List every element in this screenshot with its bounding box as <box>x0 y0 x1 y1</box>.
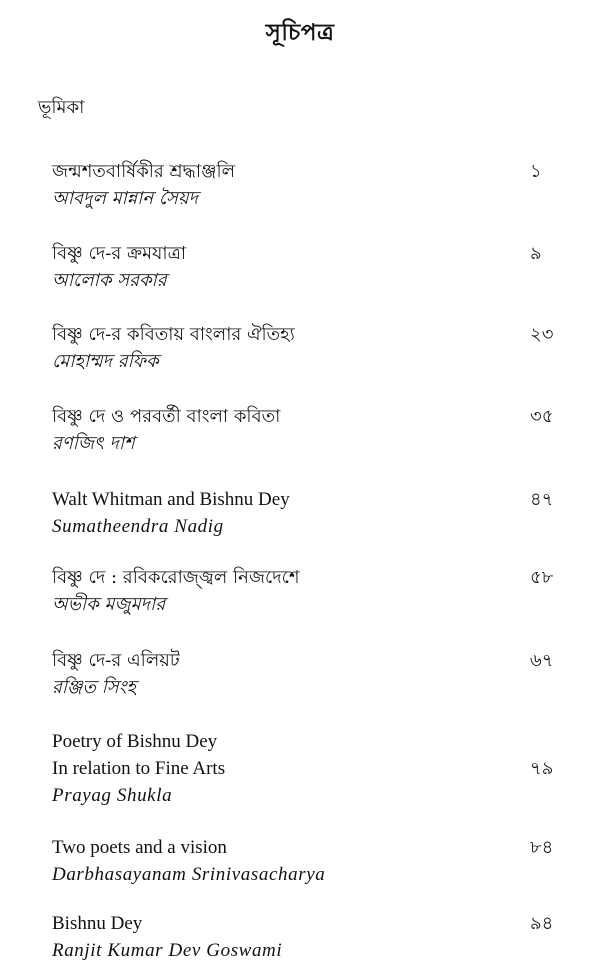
entry-author: আবদুল মান্নান সৈয়দ <box>52 188 199 209</box>
entry-title: বিষ্ণু দে-র এলিয়ট <box>52 650 180 671</box>
entry-title-line-2: In relation to Fine Arts <box>52 758 226 779</box>
entry-title: জন্মশতবার্ষিকীর শ্রদ্ধাঞ্জলি <box>52 161 236 182</box>
entry-page-number: ৫৮ <box>530 567 554 588</box>
entry-author: আলোক সরকার <box>52 270 167 291</box>
entry-title-line-1: Poetry of Bishnu Dey <box>52 731 218 752</box>
entry-title: বিষ্ণু দে-র কবিতায় বাংলার ঐতিহ্য <box>52 324 295 345</box>
entry-author: মোহাম্মদ রফিক <box>52 351 159 372</box>
toc-entry <box>52 834 560 888</box>
entry-author: Prayag Shukla <box>52 785 173 806</box>
entry-author: Ranjit Kumar Dev Goswami <box>52 940 283 961</box>
toc-entry <box>52 403 560 457</box>
entry-title: Two poets and a vision <box>52 837 227 858</box>
entry-page-number: ৮৪ <box>530 837 554 858</box>
entry-title: বিষ্ণু দে-র ক্রমযাত্রা <box>52 243 187 264</box>
toc-entry <box>52 564 560 618</box>
entry-page-number: ৪৭ <box>530 489 554 510</box>
entry-author: Darbhasayanam Srinivasacharya <box>52 864 326 885</box>
toc-entry <box>52 647 560 701</box>
entry-author: রঞ্জিত সিংহ <box>52 677 136 698</box>
entry-page-number: ৭৯ <box>530 758 554 779</box>
toc-entry <box>52 486 560 540</box>
toc-entry <box>52 158 560 212</box>
entry-page-number: ৯৪ <box>530 913 554 934</box>
intro-entry: ভূমিকা <box>38 97 85 118</box>
toc-entry <box>52 240 560 294</box>
entry-page-number: ৬৭ <box>530 650 554 671</box>
entry-title: বিষ্ণু দে ও পরবর্তী বাংলা কবিতা <box>52 406 281 427</box>
entry-page-number: ৩৫ <box>530 406 554 427</box>
entry-title: Bishnu Dey <box>52 913 143 934</box>
entry-title: বিষ্ণু দে : রবিকরোজ্জ্বল নিজদেশে <box>52 567 300 588</box>
toc-entry <box>52 728 560 809</box>
entry-page-number: ৯ <box>530 243 542 264</box>
entry-page-number: ২৩ <box>530 324 554 345</box>
entry-author: অভীক মজুমদার <box>52 594 166 615</box>
entry-author: রণজিৎ দাশ <box>52 433 135 454</box>
entry-title: Walt Whitman and Bishnu Dey <box>52 489 290 510</box>
toc-entry <box>52 910 560 964</box>
page-title: সূচিপত্র <box>265 19 335 46</box>
toc-entry <box>52 321 560 375</box>
entry-author: Sumatheendra Nadig <box>52 516 224 537</box>
entry-page-number: ১ <box>530 161 542 182</box>
